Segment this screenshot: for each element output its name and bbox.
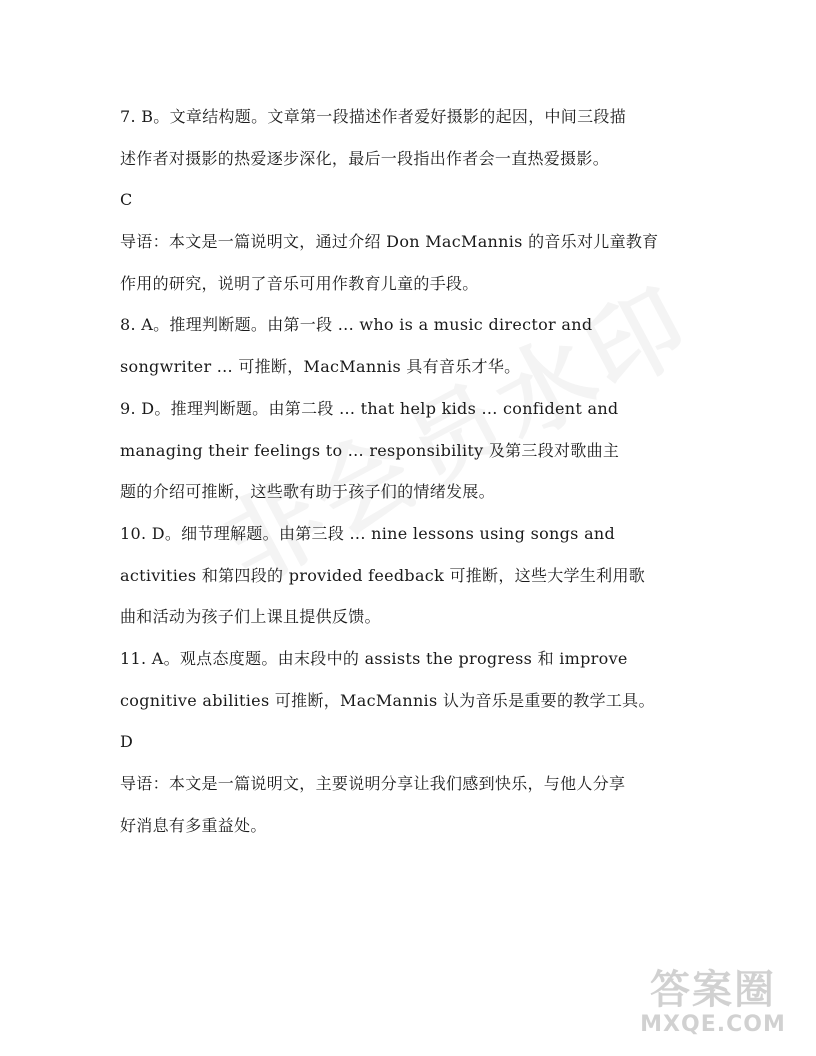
text-line: 9. D。推理判断题。由第二段 ... that help kids ... confident and <box>120 398 619 418</box>
text-line: 述作者对摄影的热爱逐步深化，最后一段指出作者会一直热爱摄影。 <box>120 148 610 168</box>
document-body <box>120 96 704 846</box>
text-line: 导语：本文是一篇说明文，主要说明分享让我们感到快乐，与他人分享 <box>120 774 626 793</box>
text-line: 7. B。文章结构题。文章第一段描述作者爱好摄影的起因，中间三段描 <box>120 107 627 126</box>
text-line: activities 和第四段的 provided feedback 可推断，这些大学生利用歌 <box>120 565 646 585</box>
text-line: 曲和活动为孩子们上课且提供反馈。 <box>120 607 381 627</box>
text-line: 题的介绍可推断，这些歌有助于孩子们的情绪发展。 <box>120 482 495 502</box>
text-line: 10. D。细节理解题。由第三段 ... nine lessons using songs and <box>120 523 616 543</box>
text-line: 好消息有多重益处。 <box>120 815 267 835</box>
text-line: 作用的研究，说明了音乐可用作教育儿童的手段。 <box>120 273 479 293</box>
text-line: 11. A。观点态度题。由末段中的 assists the progress 和 improve <box>120 648 628 668</box>
text-line: 导语：本文是一篇说明文，通过介绍 Don MacMannis 的音乐对儿童教育 <box>120 232 659 252</box>
site-logo <box>618 968 808 1048</box>
text-line: songwriter ... 可推断，MacMannis 具有音乐才华。 <box>120 357 521 377</box>
text-line: D <box>120 732 134 752</box>
logo-url: MXQE.COM <box>640 1012 786 1037</box>
text-line: 8. A。推理判断题。由第一段 ... who is a music director and <box>120 315 593 335</box>
logo-title: 答案圈 <box>650 967 776 1013</box>
text-line: cognitive abilities 可推断，MacMannis 认为音乐是重要的教学工具。 <box>120 690 655 710</box>
text-line: managing their feelings to ... responsibility 及第三段对歌曲主 <box>120 440 620 460</box>
text-line: C <box>120 190 133 210</box>
